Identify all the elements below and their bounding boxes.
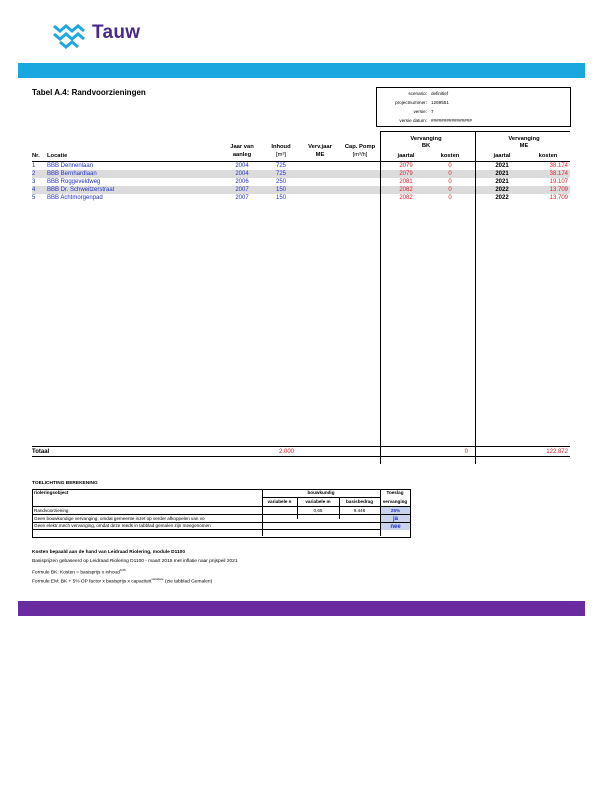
header-kosten-me: kosten <box>538 153 558 159</box>
cell-me-jaartal: 2021 <box>495 163 509 169</box>
toelichting-var-m: 0,65 <box>313 508 323 513</box>
header-kosten-bk: kosten <box>440 153 460 159</box>
cell-inhoud: 150 <box>275 195 286 201</box>
table-title: Tabel A.4: Randvoorzieningen <box>32 88 146 97</box>
total-me-kosten: 122.872 <box>546 449 568 455</box>
cell-locatie: BBB Dennenlaan <box>47 163 94 169</box>
cell-inhoud: 250 <box>275 179 286 185</box>
toelichting-col-var-m: variabele m <box>305 499 331 504</box>
cell-locatie: BBB Roggeveldweg <box>47 179 101 185</box>
cell-bk-kosten: 0 <box>448 187 452 193</box>
total-rule-bottom <box>32 456 570 457</box>
formula-em: Formule EM: BK + 5% OP factor x basisprijs x capaciteit <box>32 579 152 585</box>
meta-value: ################ <box>431 118 472 123</box>
formula-bk-exponent: 0,65 <box>119 568 126 572</box>
header-jaartal-bk: jaartal <box>397 153 415 159</box>
toelichting-col-vervanging: vervanging <box>382 499 408 504</box>
meta-label: projectnummer: <box>395 100 427 105</box>
meta-value: 7 <box>431 109 434 114</box>
cell-bk-jaartal: 2079 <box>399 163 413 169</box>
cell-locatie: BBB Bernhardlaan <box>47 171 97 177</box>
cell-inhoud: 725 <box>275 163 286 169</box>
total-rule-top <box>32 446 570 447</box>
cell-aanleg: 2007 <box>235 195 249 201</box>
cell-me-kosten: 19.107 <box>549 179 568 185</box>
notes-title: Kosten bepaald aan de hand van Leidraad Riolering, module D1100 <box>32 550 186 555</box>
header-nr: Nr. <box>32 153 40 159</box>
meta-box <box>376 87 571 127</box>
header-inhoud-unit: [m³] <box>276 152 286 158</box>
meta-label: versie: <box>413 109 427 114</box>
header-bk: BK <box>421 143 431 149</box>
cell-locatie: BBB Achtmorgenpad <box>47 195 103 201</box>
toelichting-col-object: rioleringsobject <box>34 490 69 495</box>
total-bk-kosten: 0 <box>464 449 468 455</box>
cell-inhoud: 150 <box>275 187 286 193</box>
cell-nr: 2 <box>32 171 36 177</box>
column-separator <box>475 131 476 464</box>
cell-bk-kosten: 0 <box>448 195 452 201</box>
cell-aanleg: 2004 <box>235 171 249 177</box>
cell-nr: 5 <box>32 195 36 201</box>
header-vervanging-bk: Vervanging <box>410 136 442 142</box>
toelichting-col-toeslag: Toeslag <box>386 490 404 495</box>
notes-line <box>32 568 126 576</box>
header-me: ME <box>519 143 529 149</box>
header-aanleg: aanleg <box>232 152 252 158</box>
header-vervanging-me: Vervanging <box>508 136 540 142</box>
cell-inhoud: 725 <box>275 171 286 177</box>
toelichting-row-label: Randvoorziening <box>34 508 69 513</box>
header-jaartal-me: jaartal <box>493 153 511 159</box>
formula-bk: Formule BK: Kosten = basisprijs x inhoud <box>32 570 120 576</box>
cell-me-kosten: 13.709 <box>549 187 568 193</box>
cell-me-jaartal: 2021 <box>495 179 509 185</box>
group-rule <box>380 131 570 132</box>
cell-bk-jaartal: 2079 <box>399 171 413 177</box>
toelichting-row-label: Geen elektr.mech vervanging, omdat deze reeds in tabblad gemalen zijn meegenomen <box>34 523 211 528</box>
header-cap-unit: [m³/h] <box>352 152 368 158</box>
meta-label: scenario: <box>408 91 427 96</box>
cell-nr: 1 <box>32 163 36 169</box>
toelichting-basis: 9.446 <box>353 508 366 513</box>
toelichting-col-basis: basisbedrag <box>345 499 374 504</box>
logo-mark-icon <box>52 20 88 50</box>
cell-bk-jaartal: 2082 <box>399 187 413 193</box>
top-color-bar <box>18 63 585 78</box>
notes-line <box>32 577 212 585</box>
cell-me-kosten: 38.174 <box>549 163 568 169</box>
toelichting-toeslag: nee <box>381 523 410 530</box>
toelichting-row-label: Geen bouwkundige vervanging, omdat gemeente inzet op verder afkoppelen van vo <box>34 516 205 521</box>
header-inhoud: Inhoud <box>271 144 291 150</box>
cell-me-kosten: 38.174 <box>549 171 568 177</box>
meta-value: definitief <box>431 91 449 96</box>
cell-bk-jaartal: 2082 <box>399 195 413 201</box>
header-verv-me: ME <box>315 152 325 158</box>
formula-em-exponent: variabele <box>151 577 164 581</box>
meta-label: versie datum: <box>399 118 427 123</box>
cell-bk-kosten: 0 <box>448 171 452 177</box>
cell-me-jaartal: 2022 <box>495 187 509 193</box>
cell-bk-jaartal: 2081 <box>399 179 413 185</box>
header-jaar-van: Jaar van <box>230 144 254 150</box>
logo-text: Tauw <box>92 22 141 43</box>
cell-bk-kosten: 0 <box>448 179 452 185</box>
tauw-logo <box>52 20 88 50</box>
cell-nr: 3 <box>32 179 36 185</box>
cell-me-jaartal: 2022 <box>495 195 509 201</box>
cell-me-jaartal: 2021 <box>495 171 509 177</box>
cell-bk-kosten: 0 <box>448 163 452 169</box>
toelichting-col-bouwkundig: bouwkundig <box>307 490 335 495</box>
column-separator <box>380 131 381 464</box>
cell-locatie: BBB Dr. Schweitzerstraat <box>47 187 115 193</box>
header-cap-pomp: Cap. Pomp <box>344 144 376 150</box>
toelichting-title: TOELICHTING BEREKENING <box>32 481 98 486</box>
cell-me-kosten: 13.709 <box>549 195 568 201</box>
cell-nr: 4 <box>32 187 36 193</box>
header-locatie: Locatie <box>47 153 68 159</box>
cell-aanleg: 2007 <box>235 187 249 193</box>
toelichting-col-var-n: variabele n <box>267 499 292 504</box>
bottom-color-bar <box>18 601 585 616</box>
toelichting-toeslag: 25% <box>381 507 410 514</box>
cell-aanleg: 2006 <box>235 179 249 185</box>
formula-em-tail: (zie tabblad Gemalen) <box>163 579 213 585</box>
toelichting-toeslag: ja <box>381 515 410 522</box>
meta-value: 1269551 <box>431 100 449 105</box>
total-inhoud: 2.000 <box>278 449 294 455</box>
total-label: Totaal <box>32 449 50 455</box>
header-verv-jaar: Verv.jaar <box>308 144 332 150</box>
cell-aanleg: 2004 <box>235 163 249 169</box>
notes-line: Basisprijzen gebaseerd op Leidraad Riolering D1100 - maart 2015 met inflatie naar prijspeil 2021 <box>32 559 238 564</box>
